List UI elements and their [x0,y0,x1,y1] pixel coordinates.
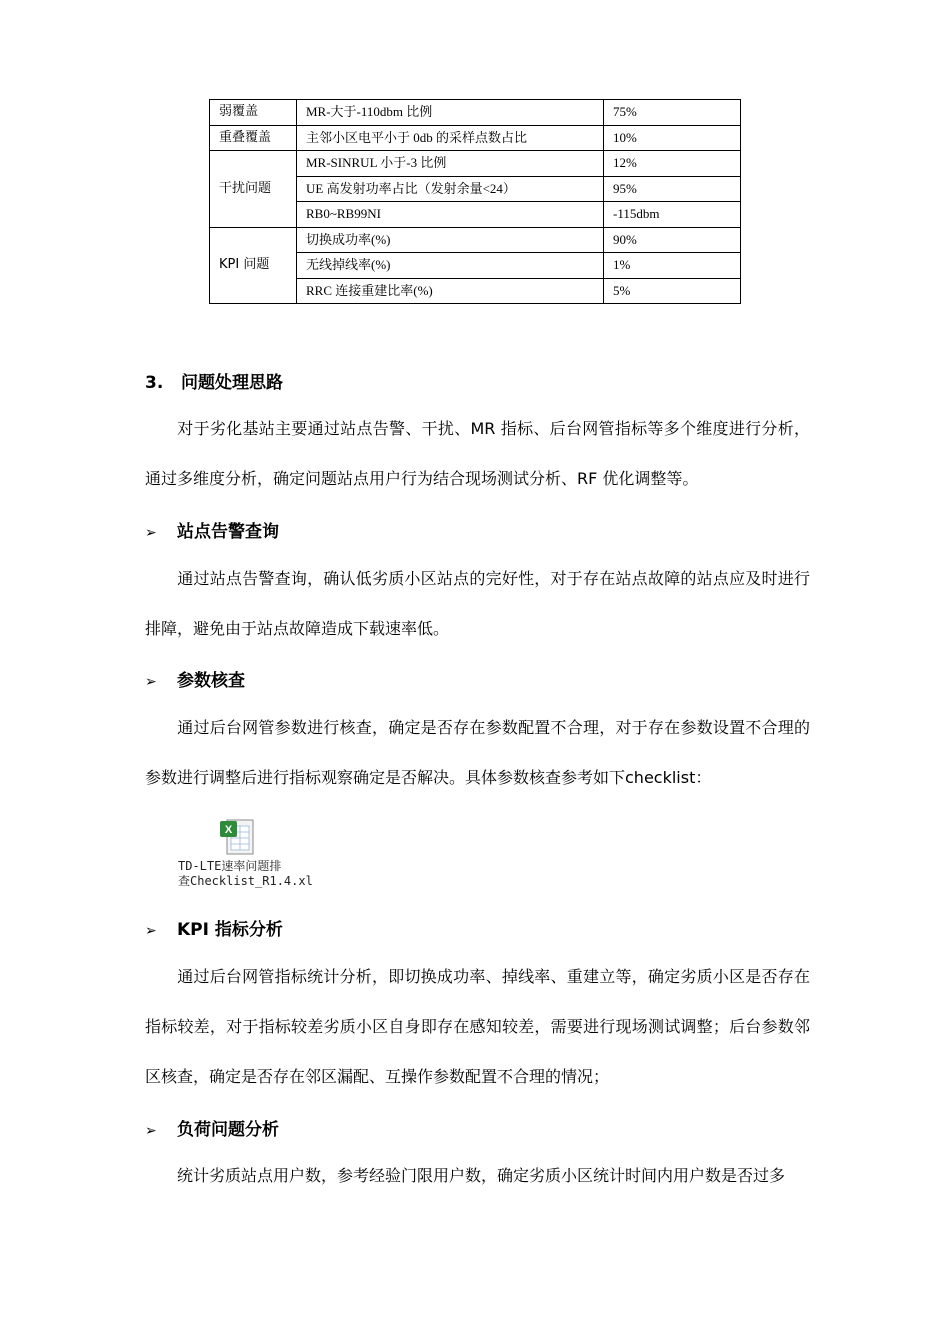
table-row [210,100,741,126]
section-heading: 3. 问题处理思路 [145,373,284,393]
value-cell: 5% [604,278,741,304]
metric-cell: RRC 连接重建比率(%) [297,278,604,304]
value-cell: 75% [604,100,741,126]
value-cell: 95% [604,176,741,202]
bullet-heading [145,1115,279,1140]
arrow-bullet-icon: ➢ [145,674,157,690]
category-cell: 重叠覆盖 [210,125,297,151]
paragraph [145,404,810,504]
paragraph-text: 通过后台网管指标统计分析，即切换成功率、掉线率、重建立等，确定劣质小区是否存在指标较差，对于指标较差劣质小区自身即存在感知较差，需要进行现场测试调整；后台参数邻区核查，确定是否存在邻区漏配、互操作参数配置不合理的情况； [145,967,810,1086]
attachment-label-line: TD-LTE速率问题排 [178,859,282,873]
criteria-table [209,99,741,304]
bullet-heading [145,915,283,940]
value-cell: 90% [604,227,741,253]
paragraph-text: 统计劣质站点用户数，参考经验门限用户数，确定劣质小区统计时间内用户数是否过多 [177,1166,786,1185]
table-row [210,125,741,151]
value-cell: 1% [604,253,741,279]
paragraph [145,703,810,803]
value-cell: 10% [604,125,741,151]
category-cell: 弱覆盖 [210,100,297,126]
attachment-label [178,859,313,889]
svg-text:X: X [224,824,233,836]
metric-cell: MR-SINRUL 小于-3 比例 [297,151,604,177]
paragraph-text: 通过后台网管参数进行核查，确定是否存在参数配置不合理，对于存在参数设置不合理的参数进行调整后进行指标观察确定是否解决。具体参数核查参考如下checklist： [145,718,810,787]
arrow-bullet-icon: ➢ [145,525,157,541]
metric-cell: 切换成功率(%) [297,227,604,253]
paragraph [145,952,810,1102]
arrow-bullet-icon: ➢ [145,1123,157,1139]
bullet-heading-text: 参数核查 [177,671,245,691]
bullet-heading-text: 负荷问题分析 [177,1120,279,1140]
paragraph [145,1151,810,1201]
value-cell: -115dbm [604,202,741,228]
table-row [210,151,741,177]
attachment-label-line: 查Checklist_R1.4.xl [178,874,313,888]
category-cell: 干扰问题 [210,151,297,228]
bullet-heading-text: 站点告警查询 [177,522,279,542]
excel-file-icon[interactable] [219,818,255,856]
metric-cell: 无线掉线率(%) [297,253,604,279]
paragraph [145,554,810,654]
bullet-heading-text: KPI 指标分析 [177,920,283,940]
table-row [210,227,741,253]
category-cell: KPI 问题 [210,227,297,304]
bullet-heading [145,517,279,542]
value-cell: 12% [604,151,741,177]
metric-cell: 主邻小区电平小于 0db 的采样点数占比 [297,125,604,151]
metric-cell: MR-大于-110dbm 比例 [297,100,604,126]
arrow-bullet-icon: ➢ [145,923,157,939]
metric-cell: RB0~RB99NI [297,202,604,228]
paragraph-text: 通过站点告警查询，确认低劣质小区站点的完好性，对于存在站点故障的站点应及时进行排障，避免由于站点故障造成下载速率低。 [145,569,810,638]
paragraph-text: 对于劣化基站主要通过站点告警、干扰、MR 指标、后台网管指标等多个维度进行分析，通过多维度分析，确定问题站点用户行为结合现场测试分析、RF 优化调整等。 [145,419,810,488]
metric-cell: UE 高发射功率占比（发射余量<24） [297,176,604,202]
bullet-heading [145,666,245,691]
